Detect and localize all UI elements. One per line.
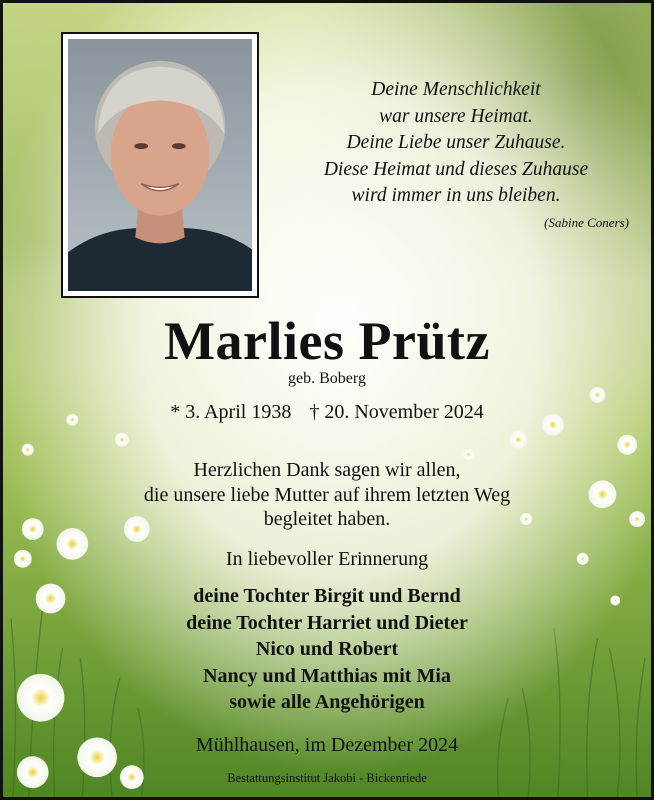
memorial-poem <box>271 77 641 210</box>
poem-line: Deine Menschlichkeit <box>371 79 541 100</box>
family-member: deine Tochter Birgit und Bernd <box>193 585 461 607</box>
family-list <box>3 583 651 716</box>
poem-line: Deine Liebe unser Zuhause. <box>346 132 566 153</box>
family-member: Nico und Robert <box>255 638 399 660</box>
thanks-line: die unsere liebe Mutter auf ihrem letzten Weg <box>143 483 511 506</box>
thanks-message <box>3 458 651 532</box>
poem-line: war unsere Heimat. <box>379 105 533 127</box>
funeral-home: Bestattungsinstitut Jakobi - Bickenriede <box>227 771 427 785</box>
poem-author: (Sabine Coners) <box>544 215 629 230</box>
family-member: sowie alle Angehörigen <box>229 691 425 713</box>
deceased-name: Marlies Prütz <box>164 311 490 371</box>
birth-date: * 3. April 1938 <box>170 401 292 423</box>
death-date: † 20. November 2024 <box>309 401 484 423</box>
place-and-date: Mühlhausen, im Dezember 2024 <box>195 734 459 756</box>
thanks-line: begleitet haben. <box>263 508 391 530</box>
portrait-photo-frame <box>61 32 259 298</box>
poem-line: Diese Heimat und dieses Zuhause <box>323 158 589 180</box>
family-member: deine Tochter Harriet und Dieter <box>186 611 468 634</box>
portrait-photo <box>68 39 252 291</box>
thanks-line: Herzlichen Dank sagen wir allen, <box>193 459 461 481</box>
family-member: Nancy und Matthias mit Mia <box>203 664 451 687</box>
birth-name: geb. Boberg <box>288 370 366 387</box>
memory-line: In liebevoller Erinnerung <box>225 548 429 570</box>
life-dates <box>3 401 651 424</box>
poem-line: wird immer in uns bleiben. <box>351 185 561 206</box>
